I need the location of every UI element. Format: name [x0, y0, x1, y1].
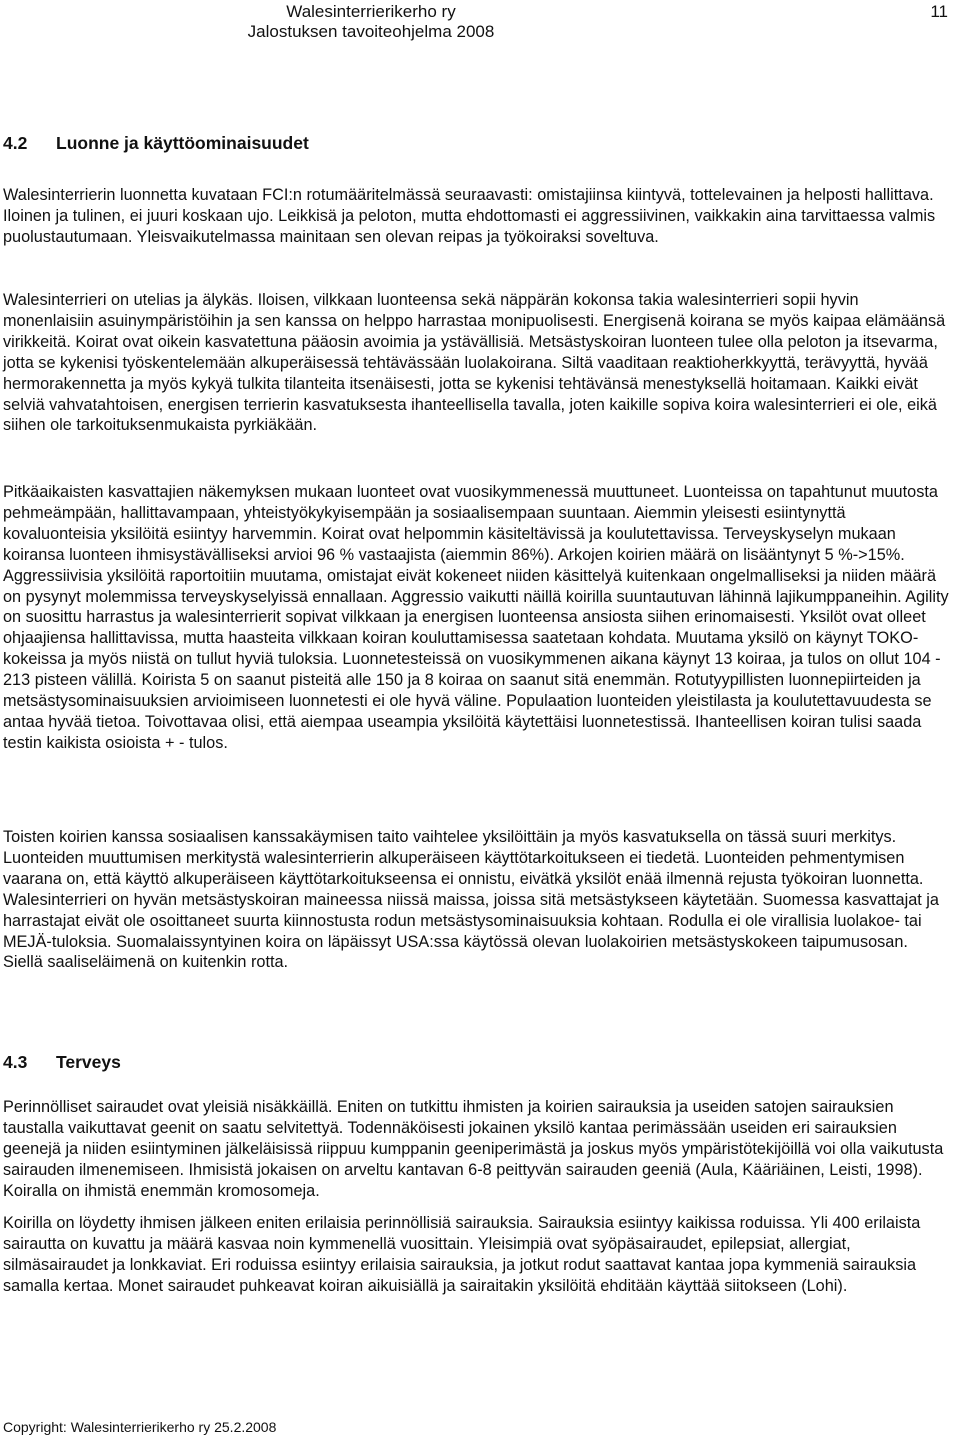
- section-heading-4-2: [3, 132, 309, 154]
- page-number: 11: [930, 2, 948, 21]
- paragraph: Pitkäaikaisten kasvattajien näkemyksen mukaan luonteet ovat vuosikymmenessä muuttuneet. Luonteissa on tapahtunut muutosta pehmeämpään, hallittavampaan, yhteistyökykyisempään ja sosiaalisempaan suuntaan. Aiemmin yleisesti esiintynyttä kovaluonteisia yksilöitä esiintyy harvemmin. Koirat ovat helpommin käsiteltävissä ja koulutettavissa. Terveyskyselyn mukaan koiransa luonteen ihmisystävälliseksi arvioi 96 % vastaajista (aiemmin 86%). Arkojen koirien määrä on lisääntynyt 5 %->15%. Aggressiivisia yksilöitä raportoitiin muutama, omistajat eivät kokeneet niiden käsittelyä kuitenkaan ongelmalliseksi ja niiden määrä on pysynyt molemmissa terveyskyselyissä ennallaan. Aggressio vaikutti näillä koirilla suuntautuvan lähinnä lajikumppaneihin. Agility on suosittu harrastus ja walesinterrierit sopivat vilkkaan ja energisen luonteensa ansiosta siihen erinomaisesti. Yksilöt ovat olleet ohjaajiensa hallittavissa, mutta haasteita vilkkaan koiran kouluttamisessa saatetaan kohdata. Muutama yksilö on käynyt TOKO- kokeissa ja myös niistä on tullut hyviä tuloksia. Luonnetesteissä on vuosikymmenen aikana käynyt 13 koiraa, ja tulos on ollut 104 - 213 pisteen välillä. Koirista 5 on saanut pisteitä alle 150 ja 8 koiraa on saanut sitä enemmän. Rotutyypillisten luonnepiirteiden ja metsästysominaisuuksien arvioimiseen luonnetesti ei ole hyvä väline. Populaation luonteiden yleistilasta ja koulutettavuudesta se antaa hyvää tietoa. Toivottavaa olisi, että aiempaa useampia yksilöitä käytettäisi luonnetestissä. Ihanteellisen koiran tulisi saada testin kaikista osioista + - tulos.: [3, 483, 949, 752]
- copyright-footer: Copyright: Walesinterrierikerho ry 25.2.2008: [3, 1419, 277, 1435]
- paragraph: Perinnölliset sairaudet ovat yleisiä nisäkkäillä. Eniten on tutkittu ihmisten ja koirien sairauksia ja useiden satojen sairauksien taustalla vaikuttavat geenit on saatu selvitettyä. Todennäköisesti jokainen yksilö kantaa perimässään useiden eri sairauksien geenejä ja niiden esiintyminen jälkeläisissä riippuu kumppanin geeniperimästä ja joskus myös ympäristötekijöillä voi olla vaikutusta sairauden ilmenemiseen. Ihmisistä jokaisen on arveltu kantavan 6-8 peittyvän sairauden geeniä (Aula, Kääriäinen, Leisti, 1998). Koiralla on ihmistä enemmän kromosomeja.: [3, 1098, 944, 1200]
- section-title: Terveys: [56, 1052, 121, 1072]
- section-number: 4.2: [3, 133, 28, 153]
- section-title: Luonne ja käyttöominaisuudet: [56, 133, 309, 153]
- section-number: 4.3: [3, 1052, 28, 1072]
- paragraph: Koirilla on löydetty ihmisen jälkeen eniten erilaisia perinnöllisiä sairauksia. Sairauksia esiintyy kaikissa roduissa. Yli 400 erilaista sairautta on kuvattu ja määrä kasvaa noin kymmenellä vuosittain. Yleisimpiä ovat syöpäsairaudet, epilepsiat, allergiat, silmäsairaudet ja lonkkaviat. Eri roduissa esiintyy erilaisia sairauksia, ja jotkut rodut saattavat kantaa jopa kymmeniä sairauksia samalla kertaa. Monet sairaudet puhkeavat koiran aikuisiällä ja sairaitakin yksilöitä ehditään käyttää siitokseen (Lohi).: [3, 1214, 921, 1295]
- header-organization: Walesinterrierikerho ry: [286, 2, 456, 21]
- section-heading-4-3: [3, 1051, 121, 1073]
- page-header: [0, 0, 960, 46]
- header-document-title: Jalostuksen tavoiteohjelma 2008: [247, 22, 495, 41]
- paragraph: Walesinterrierin luonnetta kuvataan FCI:n rotumääritelmässä seuraavasti: omistajiinsa kiintyvä, tottelevainen ja helposti hallittava. Iloinen ja tulinen, ei juuri koskaan ujo. Leikkisä ja peloton, mutta ehdottomasti ei aggressiivinen, vaikkakin aina tarvittaessa valmis puolustautumaan. Yleisvaikutelmassa mainitaan sen olevan reipas ja työkoiraksi soveltuva.: [3, 186, 936, 246]
- paragraph: Walesinterrieri on utelias ja älykäs. Iloisen, vilkkaan luonteensa sekä näppärän kokonsa takia walesinterrieri sopii hyvin monenlaisiin asuinympäristöihin ja sen kanssa on helppo harrastaa monipuolisesti. Energisenä koirana se myös kaipaa elämäänsä virikkeitä. Koirat ovat oikein kasvatettuna pääosin avoimia ja ystävällisiä. Metsästyskoiran luonteen tulee olla peloton ja itsevarma, jotta se kykenisi työskentelemään alkuperäisessä tehtävässään luolakoirana. Siltä vaaditaan reaktioherkkyyttä, terävyyttä, hyvää hermorakennetta ja myös kykyä tulkita tilanteita itsenäisesti, jotta se kykenisi tehtävänsä menestyksellä hoitamaan. Kaikki eivät selviä vahvatahtoisen, energisen terrierin kasvatuksesta ihanteellisella tavalla, joten kaikille sopiva koira walesinterrieri ei ole, eikä siihen ole tarkoituksenmukaista pyrkiäkään.: [3, 291, 946, 435]
- paragraph: Toisten koirien kanssa sosiaalisen kanssakäymisen taito vaihtelee yksilöittäin ja myös kasvatuksella on tässä suuri merkitys. Luonteiden muuttumisen merkitystä walesinterrierin alkuperäiseen käyttötarkoitukseen ei tiedetä. Luonteiden pehmentymisen vaarana on, että käyttö alkuperäiseen käyttötarkoitukseensa ei onnistu, eivätkä yksilöt enää ilmennä rejusta työkoiran luonnetta. Walesinterrieri on hyvän metsästyskoiran maineessa niissä maissa, joissa sitä metsästykseen käytetään. Suomessa kasvattajat ja harrastajat eivät ole osoittaneet suurta kiinnostusta rodun metsästysominaisuuksia kohtaan. Rodulla ei ole virallisia luolakoe- tai MEJÄ-tuloksia. Suomalaissyntyinen koira on läpäissyt USA:ssa käytössä olevan luolakoirien metsästyskokeen taipumusosan. Siellä saaliseläimenä on kuitenkin rotta.: [3, 828, 939, 972]
